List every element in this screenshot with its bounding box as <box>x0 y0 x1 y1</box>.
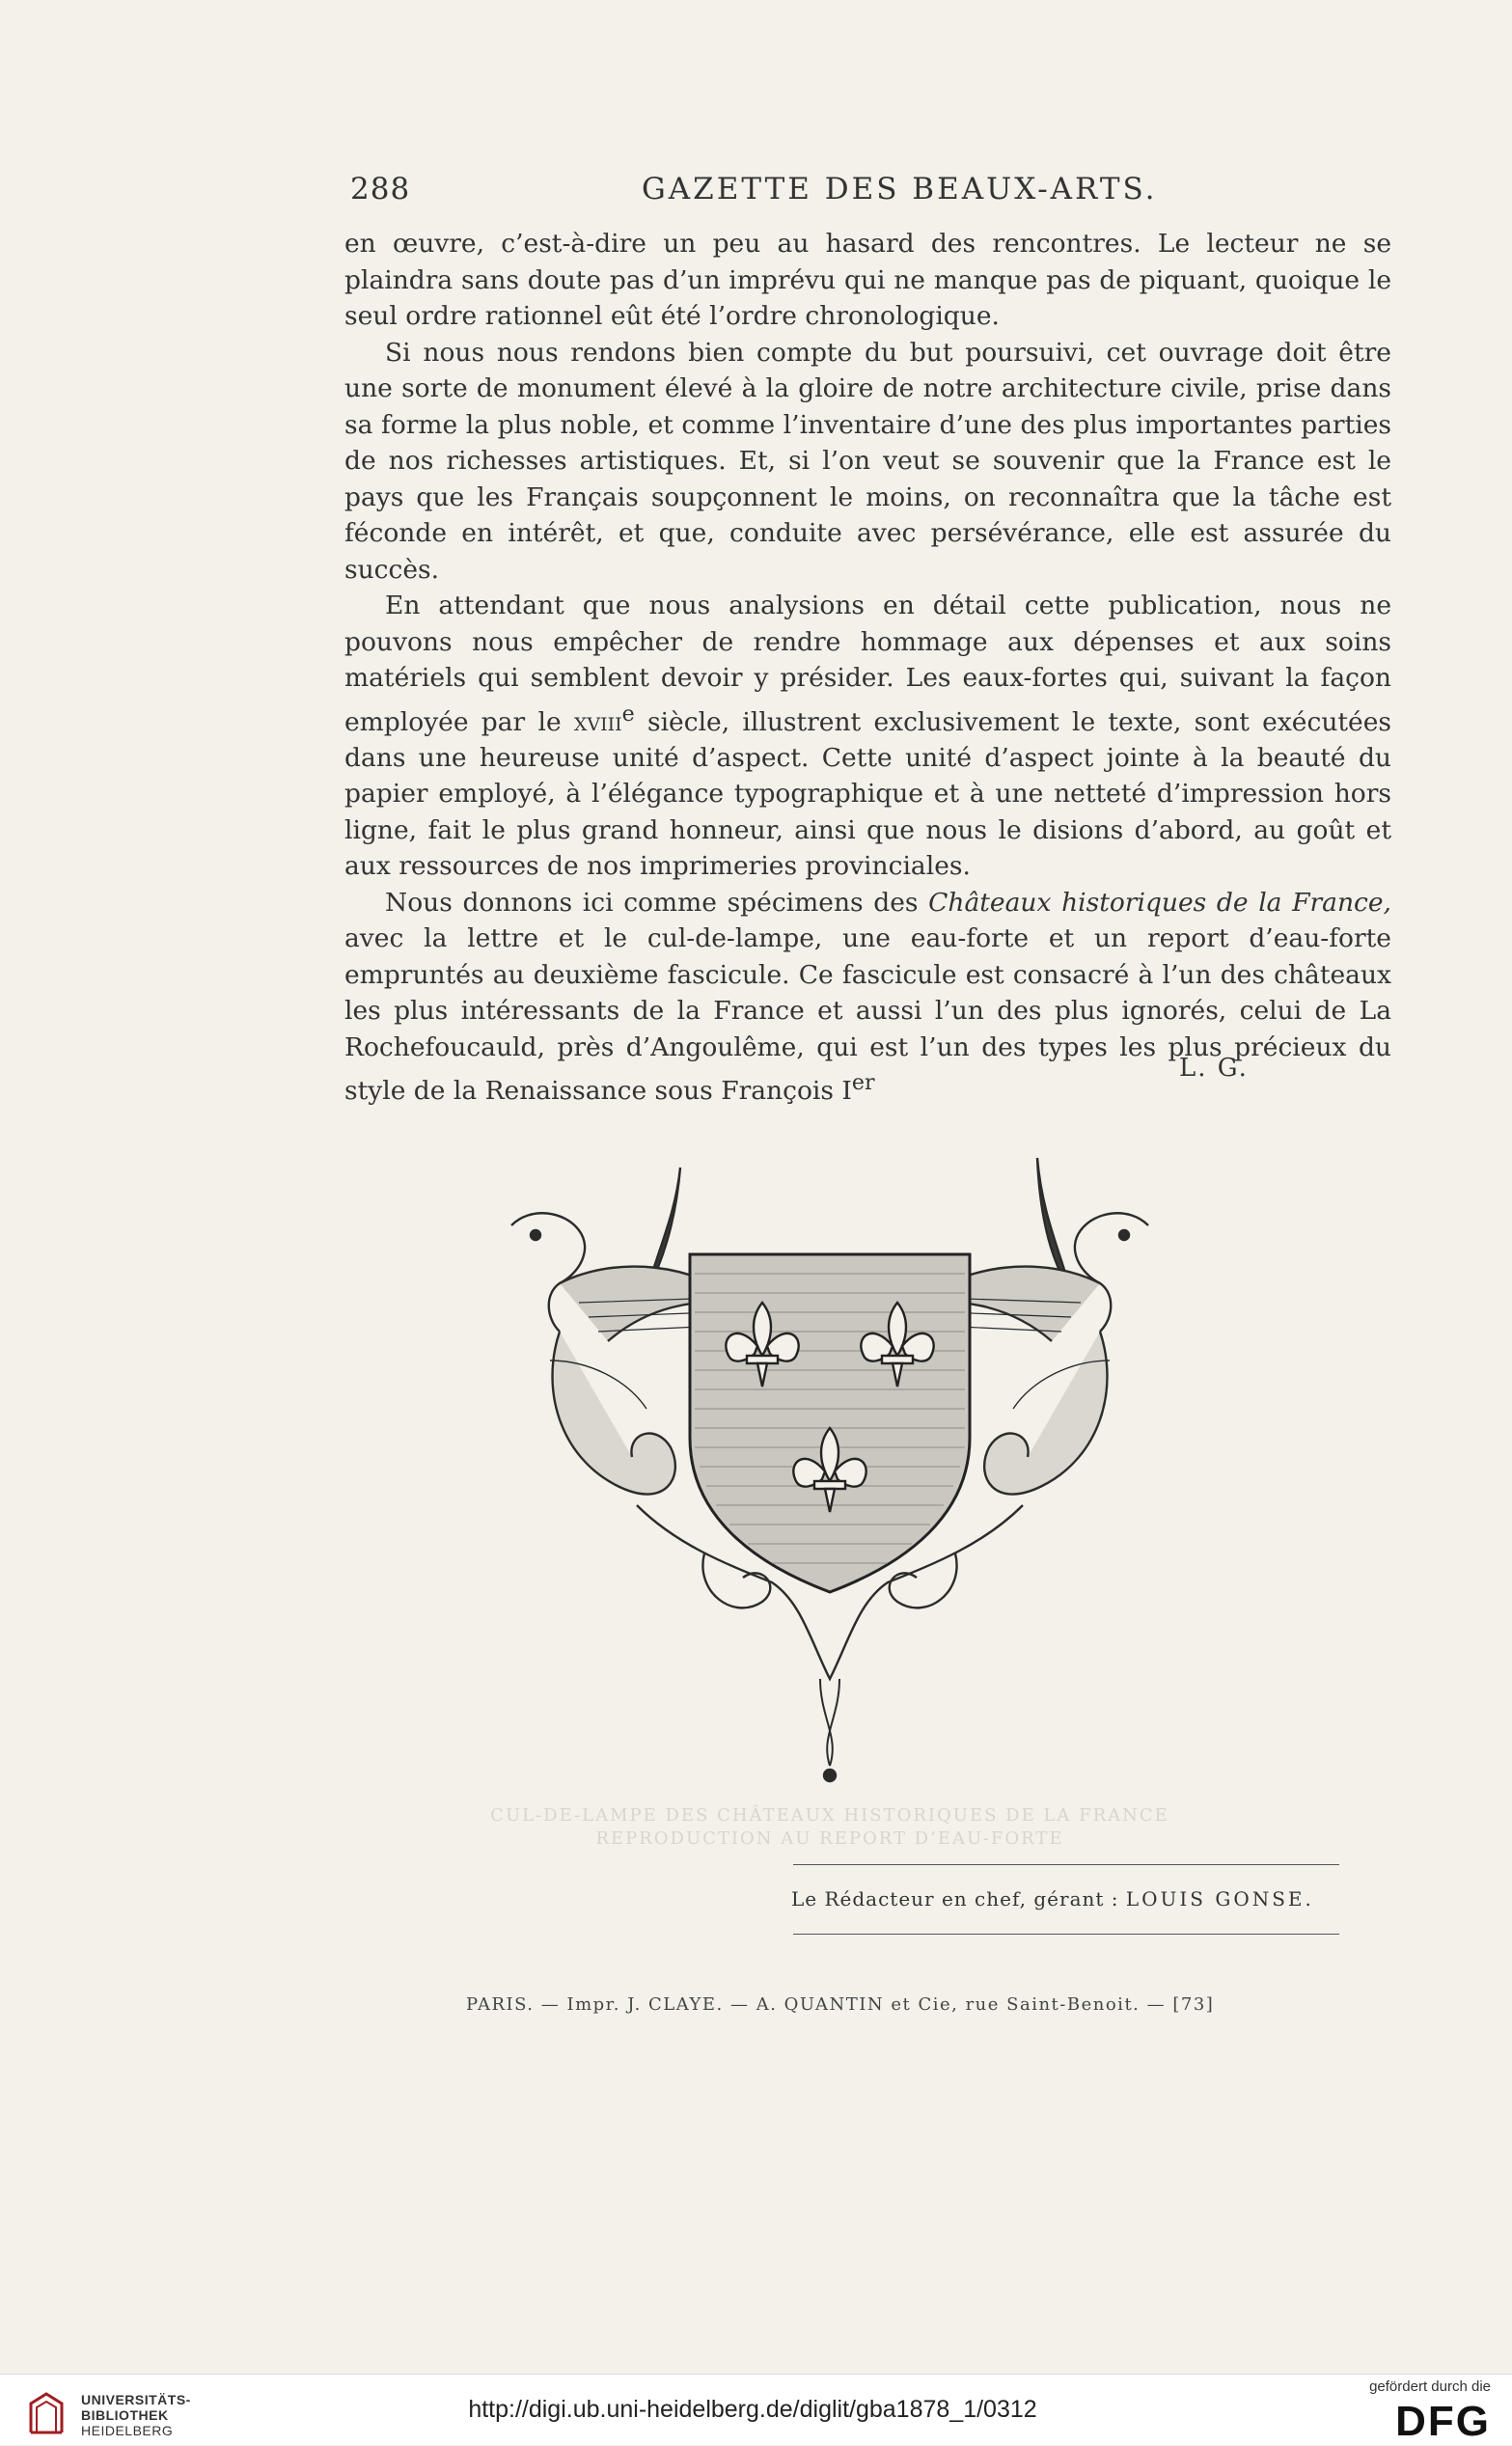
running-head <box>343 172 1389 220</box>
uni-logo-line-1: UNIVERSITÄTS- <box>81 2392 191 2407</box>
paragraph-4-part-b: avec la lettre et le cul-de-lampe, une eau-forte et un report d’eau-forte empruntés au deuxième fascicule. Ce fascicule est consacré à l’un des châteaux les plus intéressants de la France et aussi l’un des plus ignorés, celui de La Rochefoucauld, près d’Angoulême, qui est l’un des types les plus précieux du style de la Renaissance sous François I <box>344 923 1391 1107</box>
faded-caption-line-1: CUL-DE-LAMPE DES CHÂTEAUX HISTORIQUES DE LA FRANCE <box>490 1805 1169 1826</box>
paragraph-1: en œuvre, c’est-à-dire un peu au hasard des rencontres. Le lecteur ne se plaindra sans doute pas d’un imprévu qui ne manque pas de piquant, quoique le seul ordre rationnel eût été l’ordre chronologique. <box>344 229 1391 331</box>
editor-line <box>791 1887 1341 1910</box>
paragraph-3-part-b: siècle, illustrent exclusivement le texte, sont exécutées dans une heureuse unité d’aspect. Cette unité d’aspect jointe à la beauté du papier employé, à l’élégance typographique et à une netteté d’impression hors ligne, fait le plus grand honneur, ainsi que nous le disions d’abord, au goût et aux ressources de nos imprimeries provinciales. <box>344 706 1391 882</box>
paragraph-2: Si nous nous rendons bien compte du but poursuivi, cet ouvrage doit être une sorte de monument élevé à la gloire de notre architecture civile, prise dans sa forme la plus noble, et comme l’inventaire d’une des plus importantes parties de nos richesses artistiques. Et, si l’on veut se souvenir que la France est le pays que les Français soupçonnent le moins, on reconnaîtra que la tâche est féconde en intérêt, et que, conduite avec persévérance, elle est assurée du succès. <box>344 337 1391 585</box>
editor-label: Le Rédacteur en chef, gérant : <box>791 1887 1126 1910</box>
century-superscript: e <box>621 701 635 727</box>
printer-imprint: PARIS. — Impr. J. CLAYE. — A. QUANTIN et Cie, rue Saint-Benoit. — [73] <box>466 1994 1215 2015</box>
paragraph-3-part-a: En attendant que nous analysions en détail cette publication, nous ne pouvons nous empêcher de rendre hommage aux dépenses et aux soins matériels qui semblent devoir y présider. Les eaux-fortes qui, suivant la façon employée par le <box>344 591 1391 737</box>
library-logo-icon <box>27 2390 66 2436</box>
author-signature: L. G. <box>1179 1054 1249 1083</box>
book-title-italic: Châteaux historiques de la France, <box>928 887 1391 918</box>
paragraph-4-part-a: Nous donnons ici comme spécimens des <box>385 887 929 918</box>
upper-rule <box>793 1864 1339 1865</box>
heraldic-cul-de-lampe-illustration <box>454 1139 1206 1804</box>
century-numeral: xviii <box>573 706 622 737</box>
paragraph-3 <box>344 588 1391 885</box>
faded-caption-line-2: REPRODUCTION AU REPORT D’EAU-FORTE <box>595 1828 1064 1849</box>
funding-label: gefördert durch die <box>1369 2378 1491 2395</box>
journal-title: GAZETTE DES BEAUX-ARTS. <box>642 172 1158 206</box>
digitization-footer <box>0 2374 1512 2445</box>
article-body <box>344 226 1391 1110</box>
funder-logo[interactable] <box>1327 2378 1491 2445</box>
dfg-logo-text: DFG <box>1395 2398 1491 2445</box>
university-library-logo[interactable] <box>27 2390 249 2438</box>
uni-logo-line-2: BIBLIOTHEK <box>81 2407 169 2423</box>
regnal-superscript: er <box>851 1071 875 1096</box>
faded-plate-caption <box>454 1804 1206 1872</box>
lower-rule <box>793 1934 1339 1935</box>
permalink-url[interactable]: http://digi.ub.uni-heidelberg.de/diglit/gba1878_1/0312 <box>468 2396 1037 2423</box>
uni-logo-line-3: HEIDELBERG <box>81 2423 174 2438</box>
page-number: 288 <box>350 172 411 206</box>
editor-name: LOUIS GONSE. <box>1125 1887 1314 1910</box>
